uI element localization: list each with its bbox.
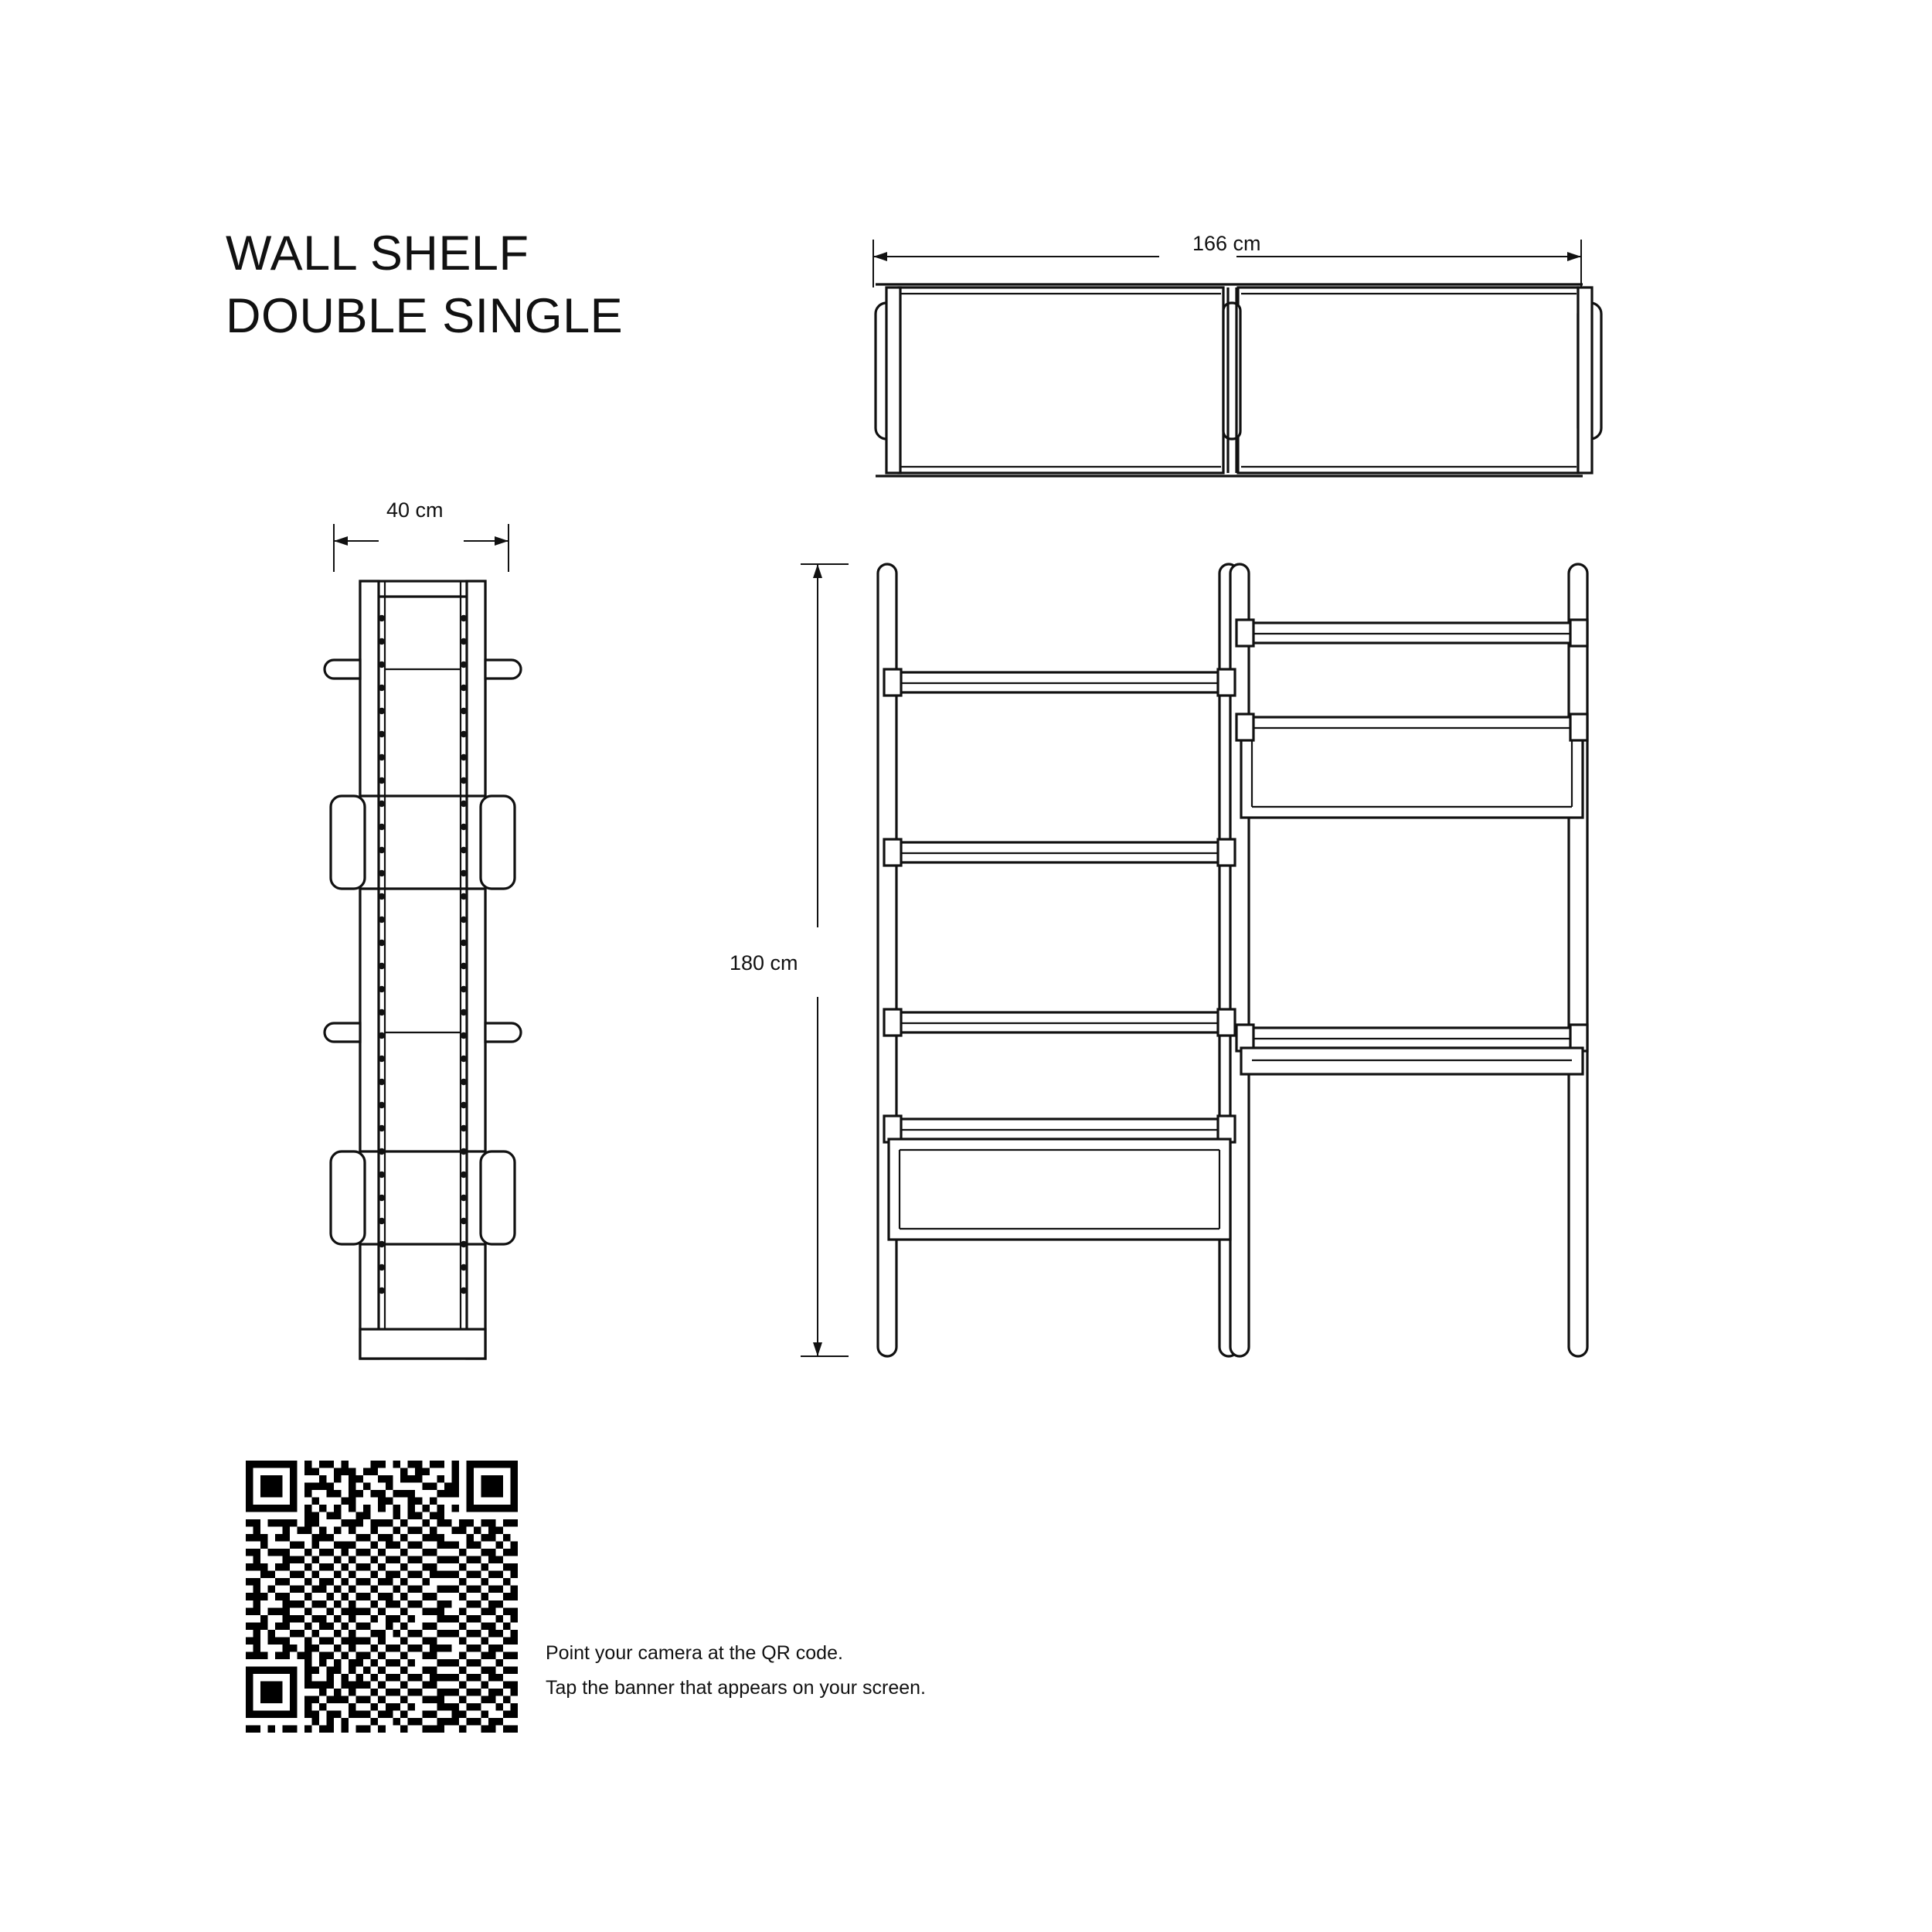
instruction-line-1: Point your camera at the QR code.	[546, 1642, 843, 1664]
lower-box-left	[889, 1139, 1230, 1240]
cubby-right	[1241, 717, 1583, 818]
shelf-profile-1	[325, 660, 521, 679]
dimension-label-width: 166 cm	[1192, 232, 1261, 255]
peg-holes-left	[379, 615, 385, 1294]
peg-holes-right	[461, 615, 467, 1294]
instruction-line-2: Tap the banner that appears on your screen.	[546, 1676, 926, 1699]
front-view-drawing	[801, 564, 1587, 1356]
dimension-label-height: 180 cm	[730, 951, 798, 975]
shelf-profile-2	[331, 796, 515, 889]
right-bay-shelves	[1236, 620, 1587, 1074]
dimension-line-depth	[334, 524, 509, 572]
title-line-2: DOUBLE SINGLE	[226, 288, 624, 343]
qr-instructions	[546, 1636, 926, 1705]
post-1	[878, 564, 896, 1356]
title-line-1: WALL SHELF	[226, 226, 529, 281]
post-4	[1569, 564, 1587, 1356]
qr-code-canvas[interactable]	[246, 1461, 518, 1733]
left-bay-shelves	[884, 669, 1235, 1240]
top-view-drawing	[873, 240, 1601, 476]
side-view-drawing	[325, 524, 521, 1359]
qr-code[interactable]	[246, 1461, 518, 1733]
page-title	[226, 223, 623, 347]
dimension-label-depth: 40 cm	[386, 498, 444, 522]
post-3	[1230, 564, 1249, 1356]
post-2	[1219, 564, 1238, 1356]
shelf-profile-3	[325, 1023, 521, 1042]
dimension-line-height	[801, 564, 849, 1356]
shelf-profile-4	[331, 1151, 515, 1244]
